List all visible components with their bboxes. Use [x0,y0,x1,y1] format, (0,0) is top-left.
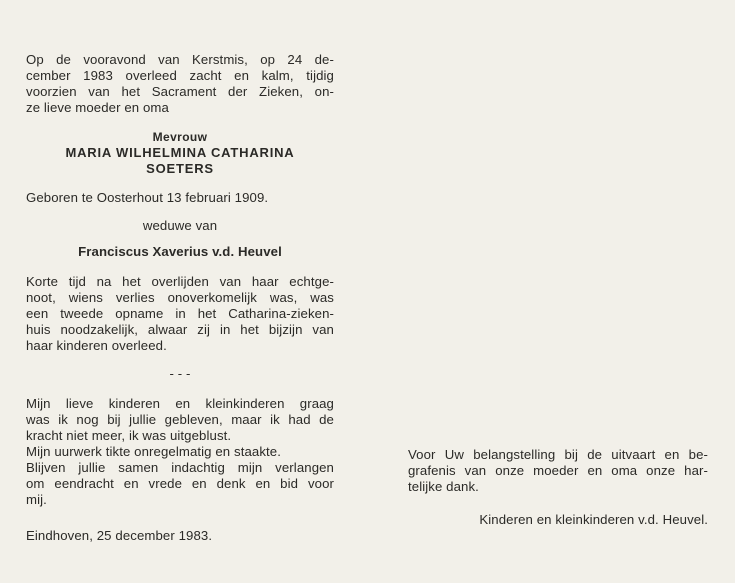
widow-of-label: weduwe van [142,218,218,233]
poem-line: kracht niet meer, ik was uitgeblust. [26,428,232,443]
birth-info: Geboren te Oosterhout 13 februari 1909. [26,190,269,205]
poem-line: was ik nog bij jullie gebleven, maar ik had de [26,412,334,427]
intro-line: cember 1983 overleed zacht en kalm, tijdig [26,68,334,83]
thanks-paragraph [408,447,708,495]
story-line: huis noodzakelijk, alwaar zij in het bijzijn van [26,322,334,337]
intro-line: voorzien van het Sacrament der Zieken, on- [26,84,334,99]
thanks-line: grafenis van onze moeder en oma onze har- [408,463,708,478]
thanks-line: Voor Uw belangstelling bij de uitvaart en be- [408,447,708,462]
poem-line: mij. [26,492,47,507]
place-date: Eindhoven, 25 december 1983. [26,528,213,543]
right-page [408,447,708,528]
story-line: Korte tijd na het overlijden van haar echtge- [26,274,334,289]
separator: - - - [169,366,191,381]
intro-line: Op de vooravond van Kerstmis, op 24 de- [26,52,334,67]
story-paragraph [26,274,334,354]
poem-line: om eendracht en vrede en denk en bid voor [26,476,334,491]
deceased-name-line1: MARIA WILHELMINA CATHARINA [65,145,295,160]
poem-line: Mijn lieve kinderen en kleinkinderen graag [26,396,334,411]
left-page [26,52,334,544]
deceased-name-line2: SOETERS [146,161,214,176]
intro-line: ze lieve moeder en oma [26,100,169,115]
signature: Kinderen en kleinkinderen v.d. Heuvel. [479,512,708,527]
story-line: noot, wiens verlies onoverkomelijk was, was [26,290,334,305]
intro-paragraph [26,52,334,116]
story-line: een tweede opname in het Catharina-zieken- [26,306,334,321]
poem-line: Mijn uurwerk tikte onregelmatig en staakte. [26,444,281,459]
thanks-line: telijke dank. [408,479,479,494]
honorific-title: Mevrouw [152,130,208,144]
poem-paragraph [26,396,334,508]
husband-name: Franciscus Xaverius v.d. Heuvel [78,244,282,259]
story-line: haar kinderen overleed. [26,338,167,353]
poem-line: Blijven jullie samen indachtig mijn verlangen [26,460,334,475]
